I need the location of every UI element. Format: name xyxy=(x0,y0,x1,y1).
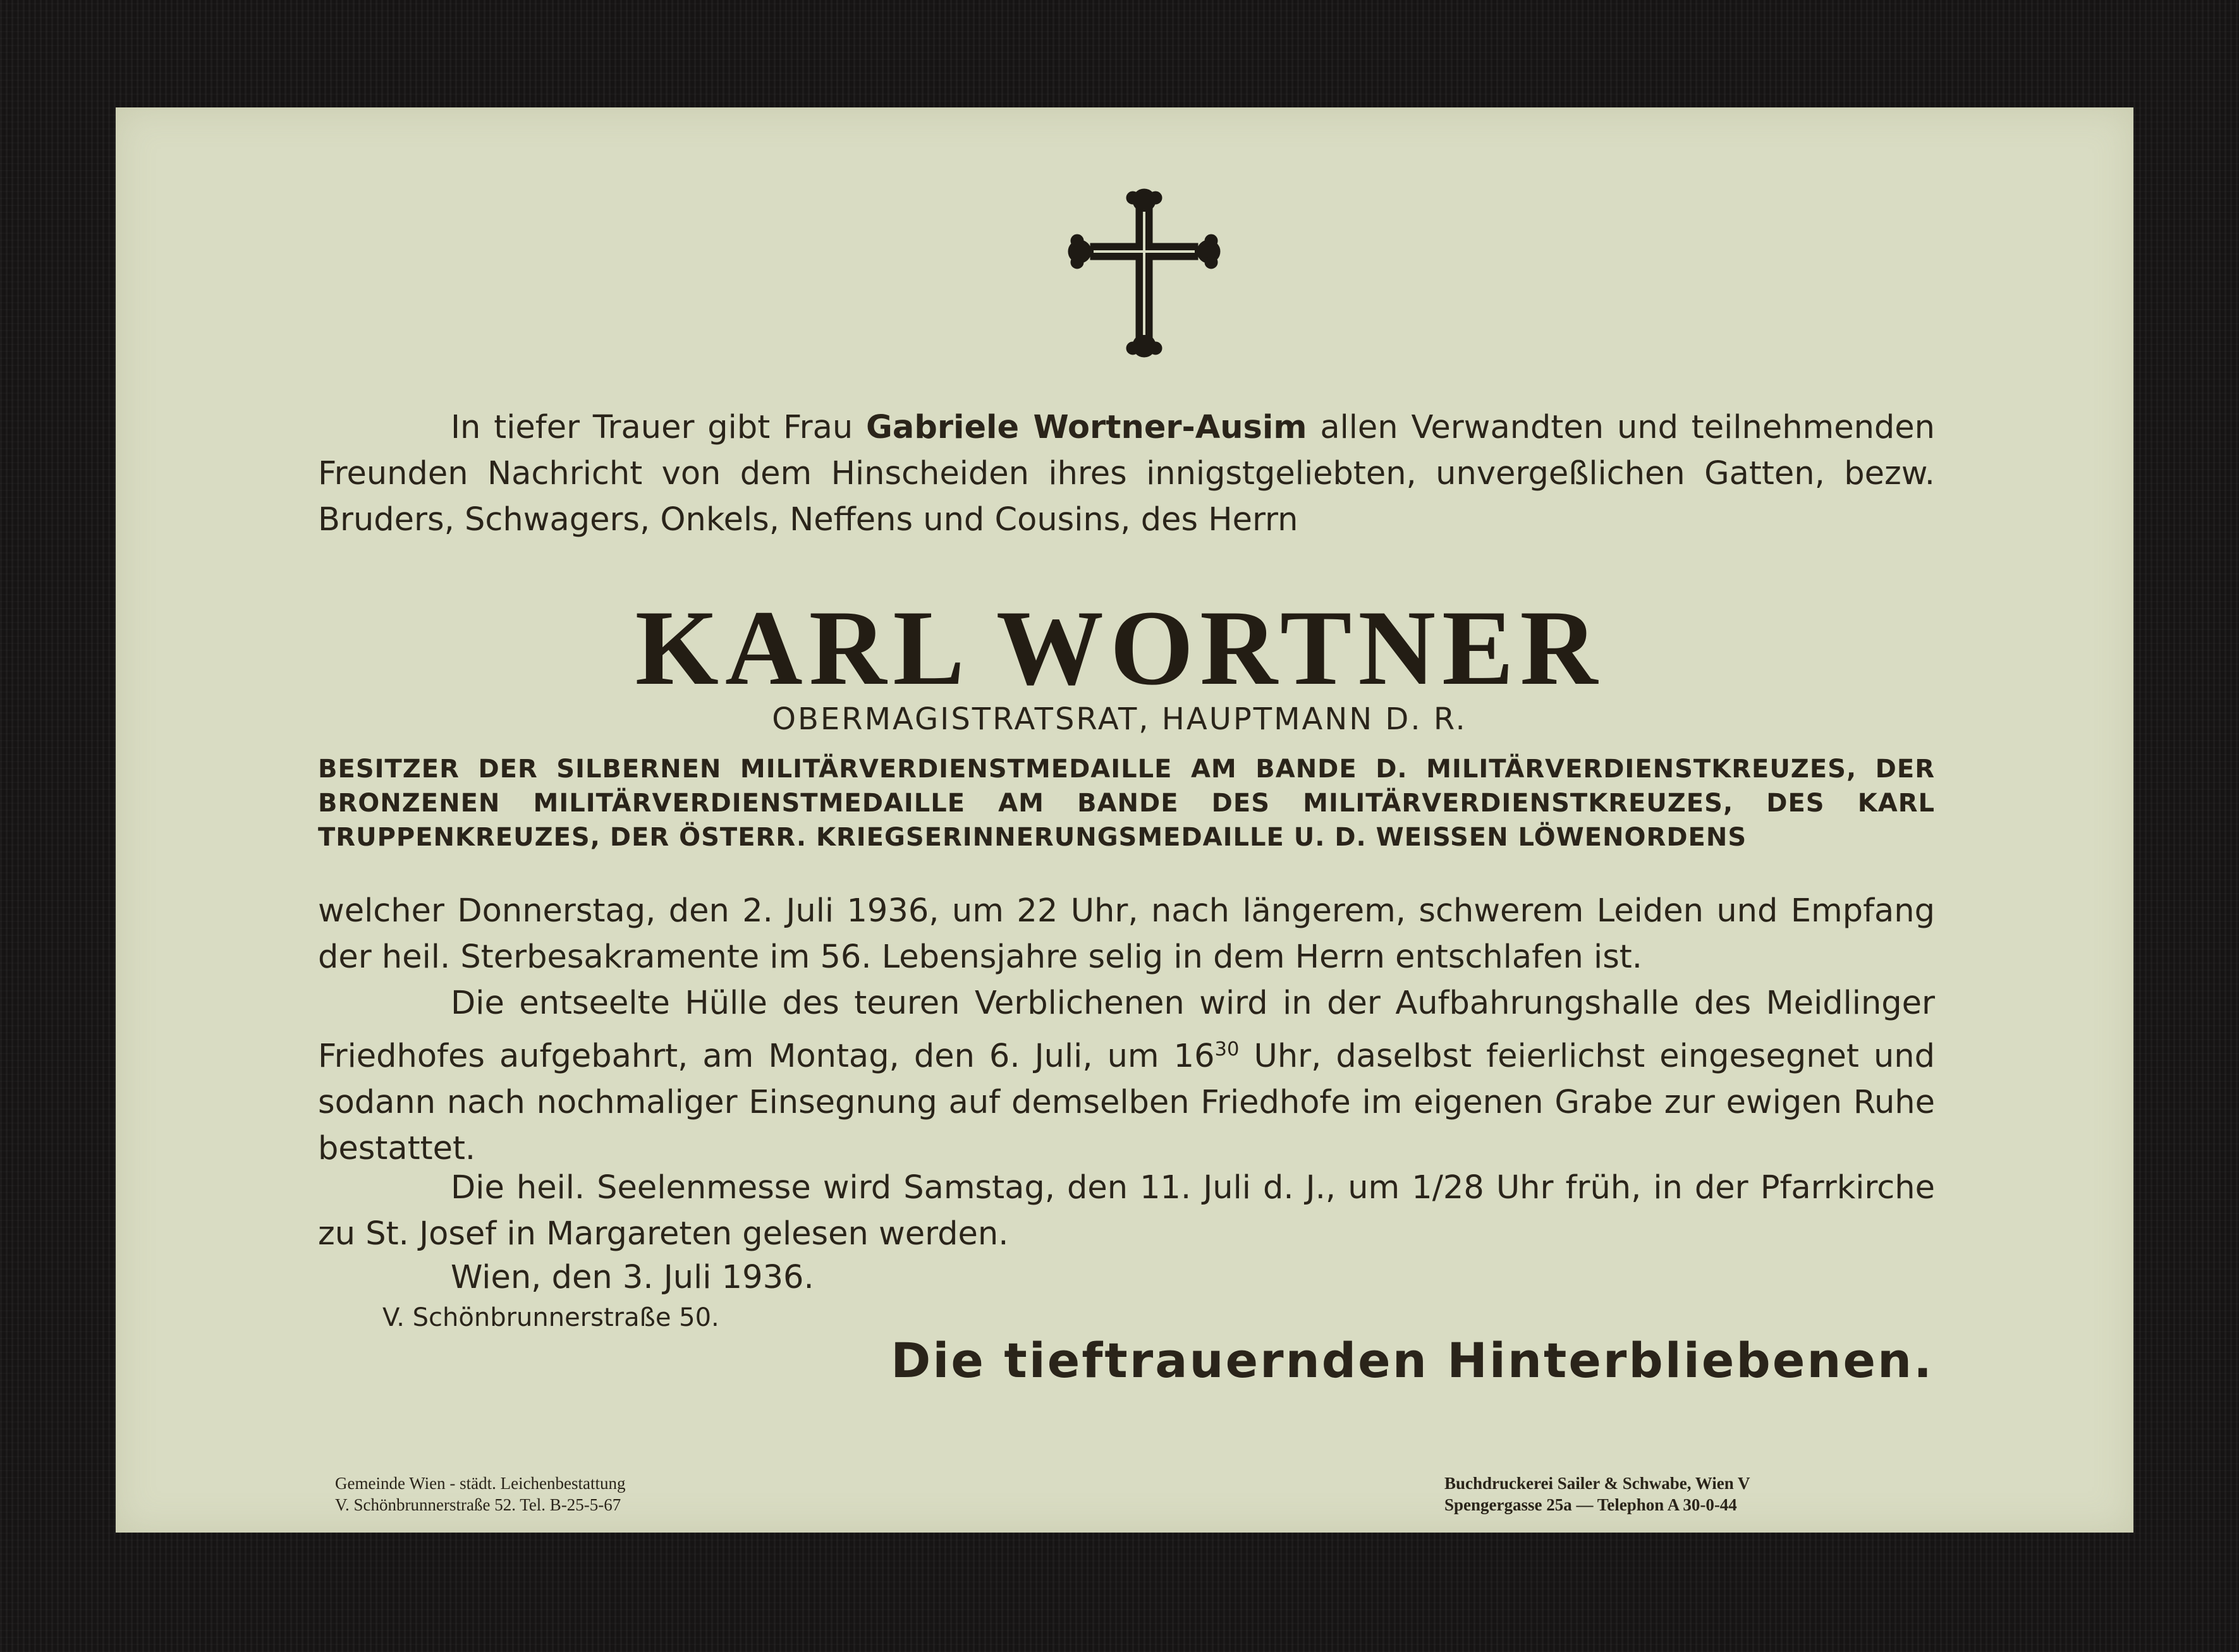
deceased-name: KARL WORTNER xyxy=(635,588,1604,707)
widow-name: Gabriele Wortner-Ausim xyxy=(866,409,1307,446)
printer-address: Spengergasse 25a — Telephon A 30-0-44 xyxy=(1444,1495,1737,1514)
intro-paragraph xyxy=(318,404,1935,543)
ornate-cross-icon xyxy=(1062,186,1226,360)
funeral-service-imprint xyxy=(335,1473,626,1515)
deceased-rank: OBERMAGISTRATSRAT, HAUPTMANN D. R. xyxy=(772,701,1467,737)
mass-time-fraction: 1/2 xyxy=(1412,1169,1464,1206)
intro-text-end: allen Verwandten und teilnehmenden Freunden Nachricht von dem Hinscheiden ihres innigstgeliebten, unvergeßlichen Gatten, bezw. Bruders, Schwagers, Onkels, Neffens und Cousins, des Herrn xyxy=(318,409,1936,538)
death-paragraph: welcher Donnerstag, den 2. Juli 1936, um 22 Uhr, nach längerem, schwerem Leiden und Empfang der heil. Sterbesakramente im 56. Lebensjahre selig in dem Herrn entschlafen ist. xyxy=(318,892,1935,976)
funeral-text-start: Die entseelte Hülle des teuren Verblichenen wird in der Aufbahrungshalle des Meidlinger Friedhofes aufgebahrt, am Montag, den 6. Juli, um 16 xyxy=(318,985,1935,1075)
signature-line: Die tieftrauernden Hinterbliebenen. xyxy=(891,1332,1934,1388)
mass-text-end: 8 Uhr früh, in der Pfarrkirche zu St. Josef in Margareten gelesen werden. xyxy=(318,1169,1935,1253)
funeral-service-name: Gemeinde Wien - städt. Leichenbestattung xyxy=(335,1474,626,1493)
funeral-time-minutes: 30 xyxy=(1214,1038,1240,1060)
family-address: V. Schönbrunnerstraße 50. xyxy=(382,1303,719,1332)
intro-text-start: In tiefer Trauer gibt Frau xyxy=(451,409,867,446)
funeral-paragraph xyxy=(318,980,1935,1172)
funeral-service-address: V. Schönbrunnerstraße 52. Tel. B-25-5-67 xyxy=(335,1495,621,1514)
place-date: Wien, den 3. Juli 1936. xyxy=(451,1259,814,1296)
deceased-honors: BESITZER DER SILBERNEN MILITÄRVERDIENSTMEDAILLE AM BANDE D. MILITÄRVERDIENSTKREUZES, DER BRONZENEN MILITÄRVERDIENSTMEDAILLE AM BANDE DES MILITÄRVERDIENSTKREUZES, DES KARL TRUPPENKREUZES, DER ÖSTERR. KRIEGSERINNERUNGSMEDAILLE U. D. WEISSEN LÖWENORDENS xyxy=(318,755,1935,852)
mass-paragraph xyxy=(318,1165,1935,1257)
mass-text-start: Die heil. Seelenmesse wird Samstag, den 11. Juli d. J., um xyxy=(451,1169,1412,1206)
printer-imprint xyxy=(1444,1473,1750,1515)
printer-name: Buchdruckerei Sailer & Schwabe, Wien V xyxy=(1444,1474,1750,1493)
funeral-text-end: Uhr, daselbst feierlichst eingesegnet und sodann nach nochmaliger Einsegnung auf demselben Friedhofe im eigenen Grabe zur ewigen Ruhe bestattet. xyxy=(318,1038,1935,1167)
